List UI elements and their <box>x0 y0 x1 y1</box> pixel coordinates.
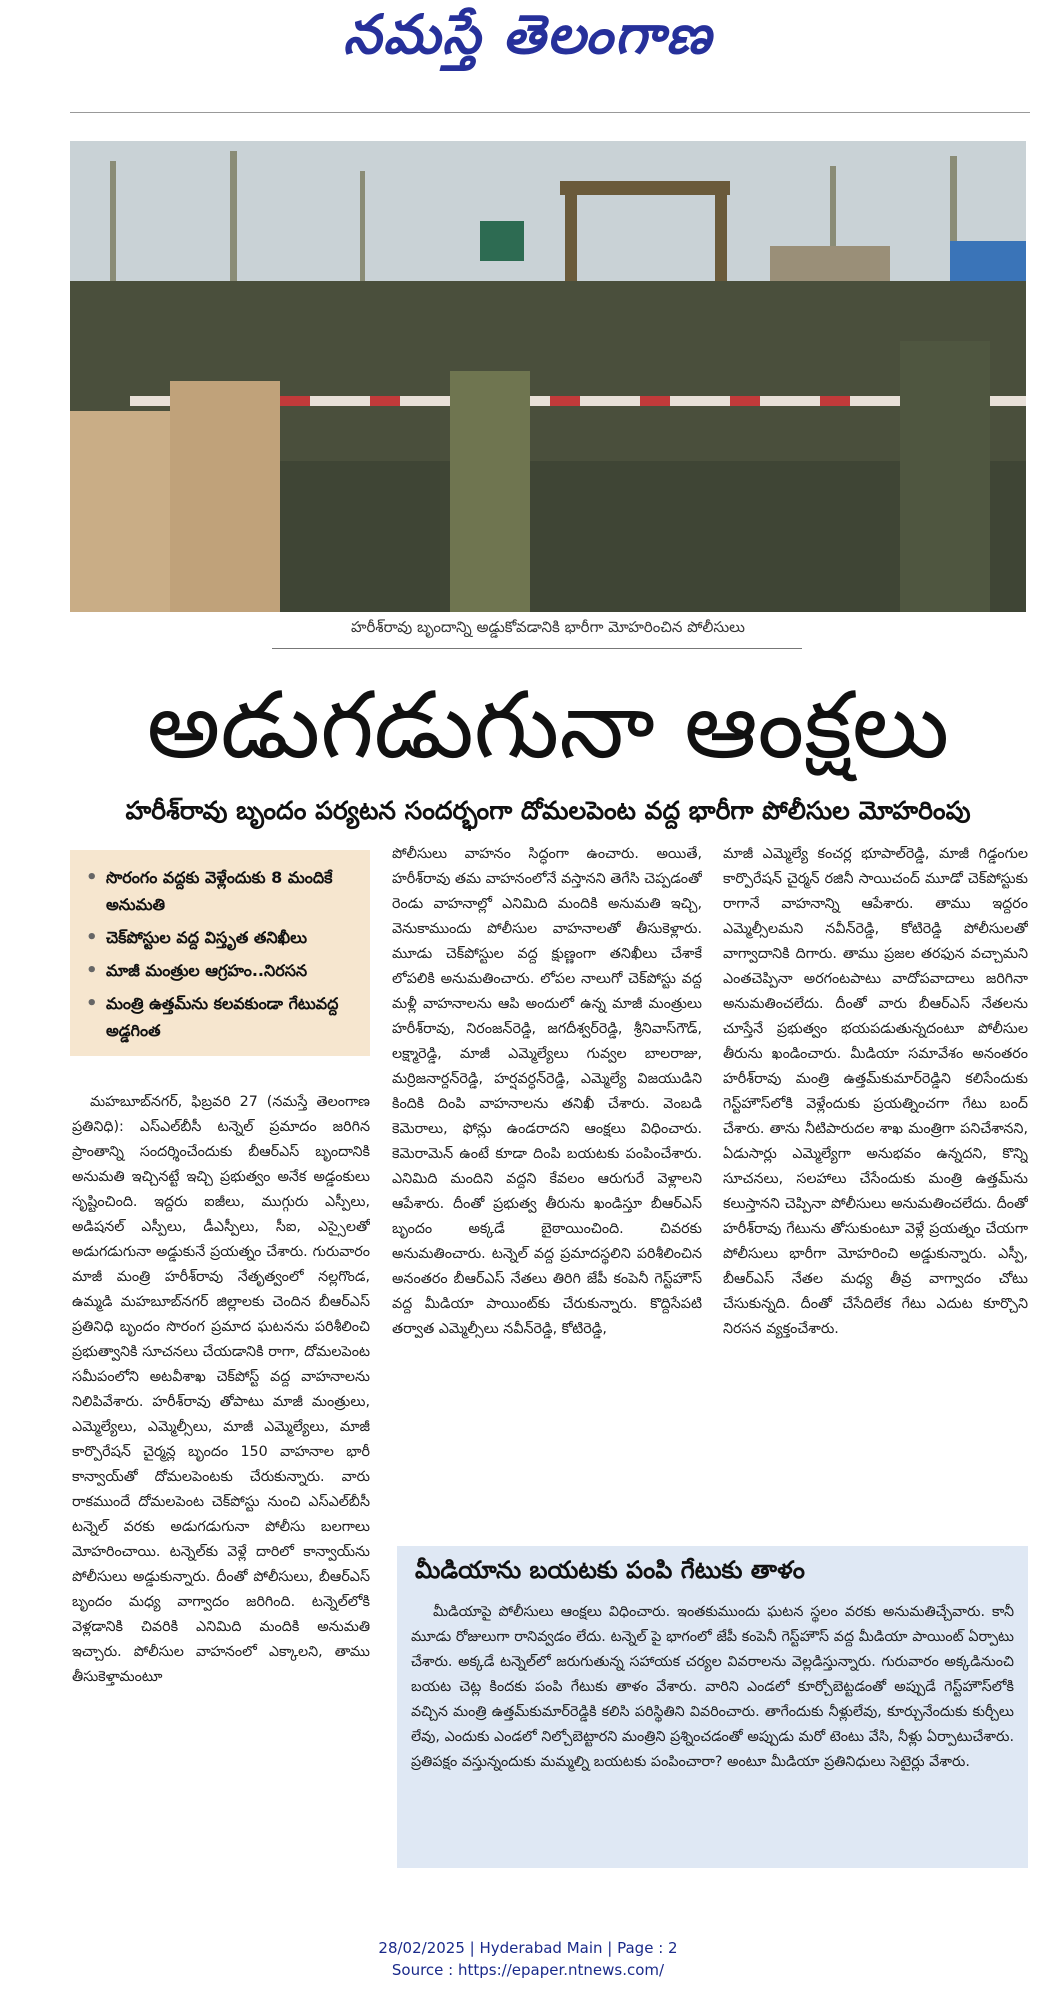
page-footer <box>0 1937 1056 1981</box>
news-photo <box>70 141 1026 612</box>
sidebar-title: మీడియాను బయటకు పంపి గేటుకు తాళం <box>415 1556 805 1584</box>
masthead <box>0 0 1056 82</box>
newspaper-title: నమస్తే తెలంగాణ <box>343 2 713 66</box>
masthead-divider <box>70 112 1030 113</box>
highlight-item: • మంత్రి ఉత్తమ్‌ను కలవకుండా గేటువద్ద అడ్డగింత <box>82 990 358 1044</box>
sidebar-text: మీడియాపై పోలీసులు ఆంక్షలు విధించారు. ఇంతకుముందు ఘటన స్థలం వరకు అనుమతిచ్చేవారు. కానీ మూడు రోజులుగా రానివ్వడం లేదు. టన్నెల్‌ పై భాగంలో జేపీ కంపెనీ గెస్ట్‌హౌస్‌ వద్ద మీడియా పాయింట్‌ ఏర్పాటు చేశారు. అక్కడే టన్నెల్‌లో జరుగుతున్న సహాయక చర్యల వివరాలను వెల్లడిస్తున్నారు. గురువారం అక్కడినుంచి బయట చెట్ల కిందకు పంపి గేటుకు తాళం వేశారు. వారిని ఎండలో కూర్చోబెట్టడంతో అప్పుడే గెస్ట్‌హౌస్‌లోకి వచ్చిన మంత్రి ఉత్తమ్‌కుమార్‌రెడ్డికి కలిసి పరిస్థితిని వివరించారు. తాగేందుకు నీళ్లులేవు, కూర్చునేందుకు కుర్చీలు లేవు, ఎందుకు ఎండలో నిల్చోబెట్టారని మంత్రిని ప్రశ్నించడంతో అప్పుడు మరో టెంటు వేసి, నీళ్లు ఏర్పాటుచేశారు. ప్రతిపక్షం వస్తున్నందుకు మమ్మల్ని బయటకు పంపించారా? అంటూ మీడియా ప్రతినిధులు సెటైర్లు వేశారు. <box>411 1604 1014 1770</box>
highlight-item: • మాజీ మంత్రుల ఆగ్రహం..నిరసన <box>82 957 358 984</box>
article-column-1 <box>72 1090 370 1870</box>
headline: అడుగడుగునా ఆంక్షలు <box>146 672 950 779</box>
article-column-2 <box>392 842 702 1544</box>
highlight-item: • సొరంగం వద్దకు వెళ్లేందుకు 8 మందికే అనుమతి <box>82 864 358 918</box>
article-text: మాజీ ఎమ్మెల్యే కంచర్ల భూపాల్‌రెడ్డి, మాజీ గిడ్డంగుల కార్పొరేషన్‌ చైర్మన్‌ రజినీ సాయిచంద్‌ మూడో చెక్‌పోస్టుకు రాగానే వాహనాన్ని ఆపేశారు. తాము ఇద్దరం ఎమ్మెల్సీలమని నవీన్‌రెడ్డి, కోటిరెడ్డి పోలీసులతో వాగ్వాదానికి దిగారు. తాము ప్రజల తరఫున వచ్చామని ఎంతచెప్పినా అరగంటపాటు వాదోపవాదాలు జరిగినా అనుమతించలేదు. దీంతో వారు బీఆర్‌ఎస్‌ నేతలను చూస్తేనే ప్రభుత్వం భయపడుతున్నదంటూ పోలీసుల తీరును ఖండించారు. మీడియా సమావేశం అనంతరం హరీశ్‌రావు మంత్రి ఉత్తమ్‌కుమార్‌రెడ్డిని కలిసేందుకు గెస్ట్‌హౌస్‌లోకి వెళ్లేందుకు ప్రయత్నించగా గేటు బంద్‌ చేశారు. తాను నీటిపారుదల శాఖ మంత్రిగా పనిచేశానని, ఏడుసార్లు ఎమ్మెల్యేగా అనుభవం ఉన్నదని, కొన్ని సూచనలు, సలహాలు చేసేందుకు మంత్రి ఉత్తమ్‌ను కలుస్తానని చెప్పినా పోలీసులు అనుమతించలేదు. దీంతో హరీశ్‌రావు గేటును తోసుకుంటూ వెళ్లే ప్రయత్నం చేయగా పోలీసులు భారీగా మోహరించి అడ్డుకున్నారు. ఎస్పీ, బీఆర్‌ఎస్‌ నేతల మధ్య తీవ్ర వాగ్వాదం చోటు చేసుకున్నది. దీంతో చేసేదిలేక గేటు ఎదుట కూర్చొని నిరసన వ్యక్తంచేశారు. <box>723 846 1028 1337</box>
photo-caption: హరీశ్‌రావు బృందాన్ని అడ్డుకోవడానికి భారీగా మోహరించిన పోలీసులు <box>351 618 745 636</box>
article-text: మహబూబ్‌నగర్‌, ఫిబ్రవరి 27 (నమస్తే తెలంగాణ ప్రతినిధి): ఎస్‌ఎల్‌బీసీ టన్నెల్‌ ప్రమాదం జరిగిన ప్రాంతాన్ని సందర్శించేందుకు బీఆర్‌ఎస్‌ బృందానికి అనుమతి ఇచ్చినట్టే ఇచ్చి ప్రభుత్వం అనేక అడ్డంకులు సృష్టించింది. ఇద్దరు ఐజీలు, ముగ్గురు ఎస్పీలు, అడిషనల్‌ ఎస్పీలు, డీఎస్పీలు, సీఐ, ఎస్సైలతో అడుగడుగునా అడ్డుకునే ప్రయత్నం చేశారు. గురువారం మాజీ మంత్రి హరీశ్‌రావు నేతృత్వంలో నల్లగొండ, ఉమ్మడి మహబూబ్‌నగర్‌ జిల్లాలకు చెందిన బీఆర్‌ఎస్‌ ప్రతినిధి బృందం సొరంగ ప్రమాద ఘటనను పరిశీలించి ప్రభుత్వానికి సూచనలు చేయడానికి రాగా, దోమలపెంట సమీపంలోని అటవీశాఖ చెక్‌పోస్ట్‌ వద్ద వాహనాలను నిలిపివేశారు. హరీశ్‌రావు తోపాటు మాజీ మంత్రులు, ఎమ్మెల్యేలు, ఎమ్మెల్సీలు, మాజీ ఎమ్మెల్యేలు, మాజీ కార్పొరేషన్‌ చైర్మన్ల బృందం 150 వాహనాల భారీ కాన్వాయ్‌తో దోమలపెంటకు చేరుకున్నారు. వారు రాకముందే దోమలపెంట చెక్‌పోస్టు నుంచి ఎస్‌ఎల్‌బీసీ టన్నెల్‌ వరకు అడుగడుగునా పోలీసు బలగాలు మోహరించాయి. టన్నెల్‌కు వెళ్లే దారిలో కాన్వాయ్‌ను పోలీసులు అడ్డుకున్నారు. దీంతో పోలీసులు, బీఆర్‌ఎస్‌ బృందం మధ్య వాగ్వాదం జరిగింది. టన్నెల్‌లోకి వెళ్లడానికి చివరికి ఎనిమిది మందికి అనుమతి ఇచ్చారు. పోలీసుల వాహనంలో ఎక్కాలని, తాము తీసుకెళ్తామంటూ <box>72 1094 370 1685</box>
caption-divider <box>272 648 802 649</box>
footer-date-line: 28/02/2025 | Hyderabad Main | Page : 2 <box>378 1939 678 1957</box>
highlights-box <box>70 850 370 1056</box>
subheadline: హరీశ్‌రావు బృందం పర్యటన సందర్భంగా దోమలపెంట వద్ద భారీగా పోలీసుల మోహరింపు <box>125 796 971 825</box>
article-text: పోలీసులు వాహనం సిద్ధంగా ఉంచారు. అయితే, హరీశ్‌రావు తమ వాహనంలోనే వస్తానని తెగేసి చెప్పడంతో రెండు వాహనాల్లో ఎనిమిది మందికి అనుమతి ఇచ్చి, వెనుకాముందు పోలీసుల వాహనాలతో తీసుకెళ్లారు. మూడు చెక్‌పోస్టుల వద్ద క్షుణ్ణంగా తనిఖీలు చేశాకే లోపలికి అనుమతించారు. లోపల నాలుగో చెక్‌పోస్టు వద్ద మళ్లీ వాహనాలను ఆపి అందులో ఉన్న మాజీ మంత్రులు హరీశ్‌రావు, నిరంజన్‌రెడ్డి, జగదీశ్వర్‌రెడ్డి, శ్రీనివాస్‌గౌడ్‌, లక్ష్మారెడ్డి, మాజీ ఎమ్మెల్యేలు గువ్వల బాలరాజు, మర్రిజనార్దన్‌రెడ్డి, హర్షవర్ధన్‌రెడ్డి, ఎమ్మెల్యే విజయుడిని కిందికి దింపి వాహనాలను తనిఖీ చేశారు. వెంబడి కెమెరాలు, ఫోన్లు ఉండరాదని ఆంక్షలు విధించారు. కెమెరామెన్‌ ఉంటే కూడా దింపి బయటకు పంపించేశారు. ఎనిమిది మందిని వద్దని కేవలం ఆరుగురే వెళ్లాలని ఆపేశారు. దీంతో ప్రభుత్వ తీరును ఖండిస్తూ బీఆర్‌ఎస్‌ బృందం అక్కడే బైఠాయించింది. చివరకు అనుమతించారు. టన్నెల్‌ వద్ద ప్రమాదస్థలిని పరిశీలించిన అనంతరం బీఆర్‌ఎస్‌ నేతలు తిరిగి జేపీ కంపెనీ గెస్ట్‌హౌస్‌ వద్ద మీడియా పాయింట్‌కు చేరుకున్నారు. కొద్దిసేపటి తర్వాత ఎమ్మెల్సీలు నవీన్‌రెడ్డి, కోటిరెడ్డి, <box>392 846 702 1337</box>
highlight-item: • చెక్‌పోస్టుల వద్ద విస్తృత తనిఖీలు <box>82 924 358 951</box>
crowd-illustration <box>70 141 1026 612</box>
article-column-3 <box>723 842 1028 1542</box>
footer-source-link[interactable]: Source : https://epaper.ntnews.com/ <box>391 1961 665 1979</box>
sidebar-box <box>397 1546 1028 1868</box>
